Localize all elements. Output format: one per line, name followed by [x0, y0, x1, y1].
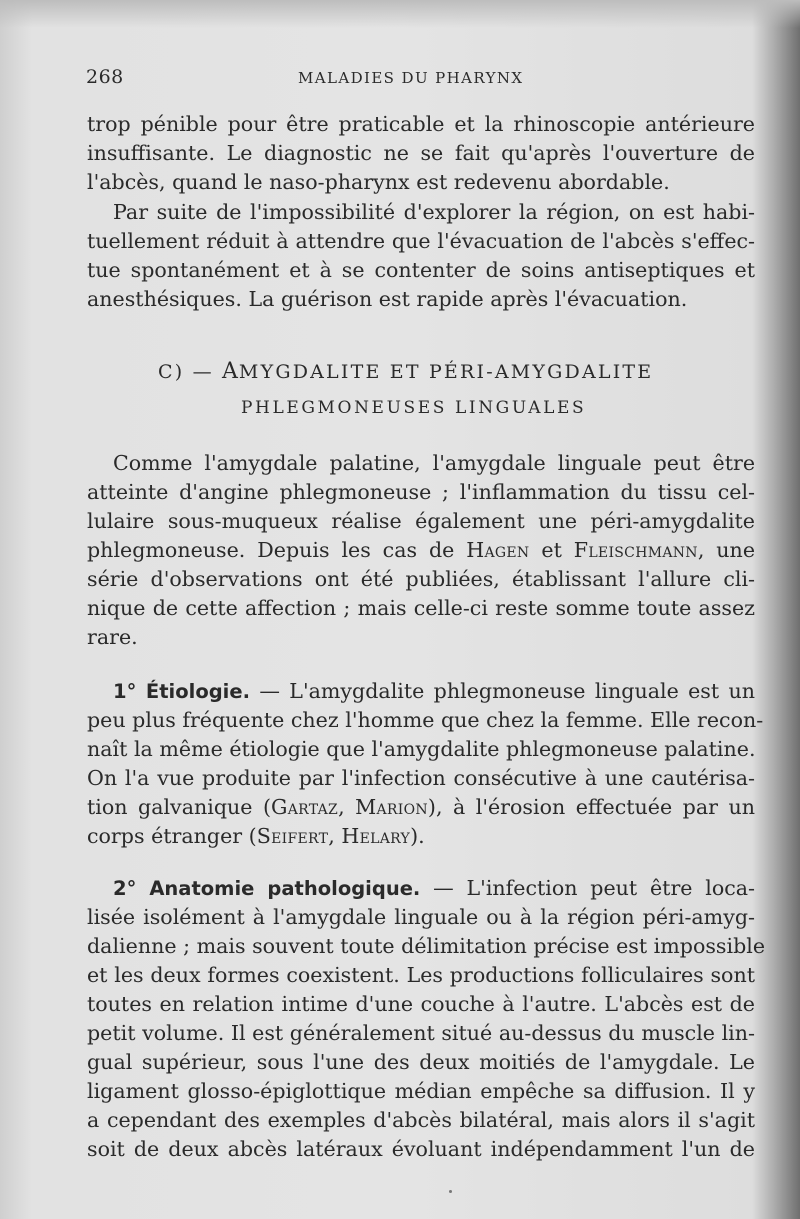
author-name: Seifert	[256, 824, 329, 848]
text-line	[87, 536, 755, 565]
text-line: trop pénible pour être praticable et la rhinoscopie antérieure	[87, 112, 755, 136]
paragraph-continuation	[87, 110, 755, 197]
scan-shadow	[0, 0, 800, 28]
text-run: ,	[328, 824, 342, 848]
page-number: 268	[86, 66, 124, 88]
text-run: ), à l'érosion effectuée par un	[427, 795, 756, 819]
running-head	[86, 66, 758, 92]
subsection-title: 2° Anatomie pathologique.	[113, 877, 421, 900]
ink-speck	[449, 1190, 452, 1193]
running-title: MALADIES DU PHARYNX	[298, 69, 524, 87]
text-line: naît la même étiologie que l'amygdalite phlegmoneuse palatine.	[87, 737, 756, 761]
author-name: Hagen	[466, 538, 530, 562]
paragraph-anatomie	[87, 874, 766, 1164]
text-run: ,	[338, 795, 356, 819]
section-heading-text: MYGDALITE ET PÉRI-AMYGDALITE	[238, 361, 654, 383]
paragraph-evacuation	[87, 198, 755, 314]
text-line	[87, 874, 755, 903]
text-line: et les deux formes coexistent. Les productions folliculaires sont	[87, 963, 755, 987]
text-line: l'abcès, quand le naso-pharynx est redevenu abordable.	[87, 170, 670, 194]
section-heading-line2: PHLEGMONEUSES LINGUALES	[241, 398, 587, 418]
text-line: Comme l'amygdale palatine, l'amygdale linguale peut être	[113, 451, 755, 475]
text-line: petit volume. Il est généralement situé au-dessus du muscle lin-	[87, 1021, 755, 1045]
text-line: tuellement réduit à attendre que l'évacuation de l'abcès s'effec-	[87, 229, 755, 253]
text-line	[87, 822, 755, 851]
author-name: Gartaz	[270, 795, 339, 819]
text-line: nique de cette affection ; mais celle-ci reste somme toute assez	[87, 596, 755, 620]
text-line: anesthésiques. La guérison est rapide après l'évacuation.	[87, 287, 688, 311]
section-heading	[158, 359, 653, 384]
text-line: peu plus fréquente chez l'homme que chez la femme. Elle recon-	[87, 708, 764, 732]
text-line: a cependant des exemples d'abcès bilatéral, mais alors il s'agit	[87, 1108, 755, 1132]
text-line: gual supérieur, sous l'une des deux moitiés de l'amygdale. Le	[87, 1050, 755, 1074]
text-line: insuffisante. Le diagnostic ne se fait qu'après l'ouverture de	[87, 141, 755, 165]
author-name: Marion	[355, 795, 428, 819]
text-run: ).	[410, 824, 425, 848]
text-run: corps étranger (	[87, 824, 257, 848]
text-run: phlegmoneuse. Depuis les cas de	[87, 538, 467, 562]
text-line: série d'observations ont été publiées, établissant l'allure cli-	[87, 567, 755, 591]
text-line: dalienne ; mais souvent toute délimitation précise est impossible	[87, 934, 766, 958]
text-line: lisée isolément à l'amygdale linguale ou à la région péri-amyg-	[87, 905, 755, 929]
text-run: , une	[697, 538, 756, 562]
text-line: ligament glosso-épiglottique médian empêche sa diffusion. Il y	[87, 1079, 755, 1103]
text-line: soit de deux abcès latéraux évoluant indépendamment l'un de	[87, 1137, 755, 1161]
text-line: On l'a vue produite par l'infection consécutive à une cautérisa-	[87, 766, 755, 790]
text-line: toutes en relation intime d'une couche à l'autre. L'abcès est de	[87, 992, 755, 1016]
author-name: Helary	[341, 824, 411, 848]
subsection-title: 1° Étiologie.	[113, 680, 250, 703]
text-run: — L'amygdalite phlegmoneuse linguale est un	[250, 679, 756, 703]
text-run: et	[529, 538, 574, 562]
text-run: tion galvanique (	[87, 795, 271, 819]
text-line: lulaire sous-muqueux réalise également une péri-amygdalite	[87, 509, 755, 533]
section-heading-prefix: C) —	[158, 361, 223, 383]
text-line: tue spontanément et à se contenter de soins antiseptiques et	[87, 258, 755, 282]
text-run: — L'infection peut être loca-	[420, 876, 755, 900]
section-heading-initial: A	[222, 359, 239, 384]
text-line	[87, 793, 755, 822]
text-line: atteinte d'angine phlegmoneuse ; l'inflammation du tissu cel-	[87, 480, 755, 504]
paragraph-intro	[87, 449, 755, 652]
text-line	[87, 677, 755, 706]
text-line: rare.	[87, 625, 138, 649]
text-line: Par suite de l'impossibilité d'explorer la région, on est habi-	[113, 200, 755, 224]
paragraph-etiologie	[87, 677, 764, 851]
author-name: Fleischmann	[573, 538, 698, 562]
